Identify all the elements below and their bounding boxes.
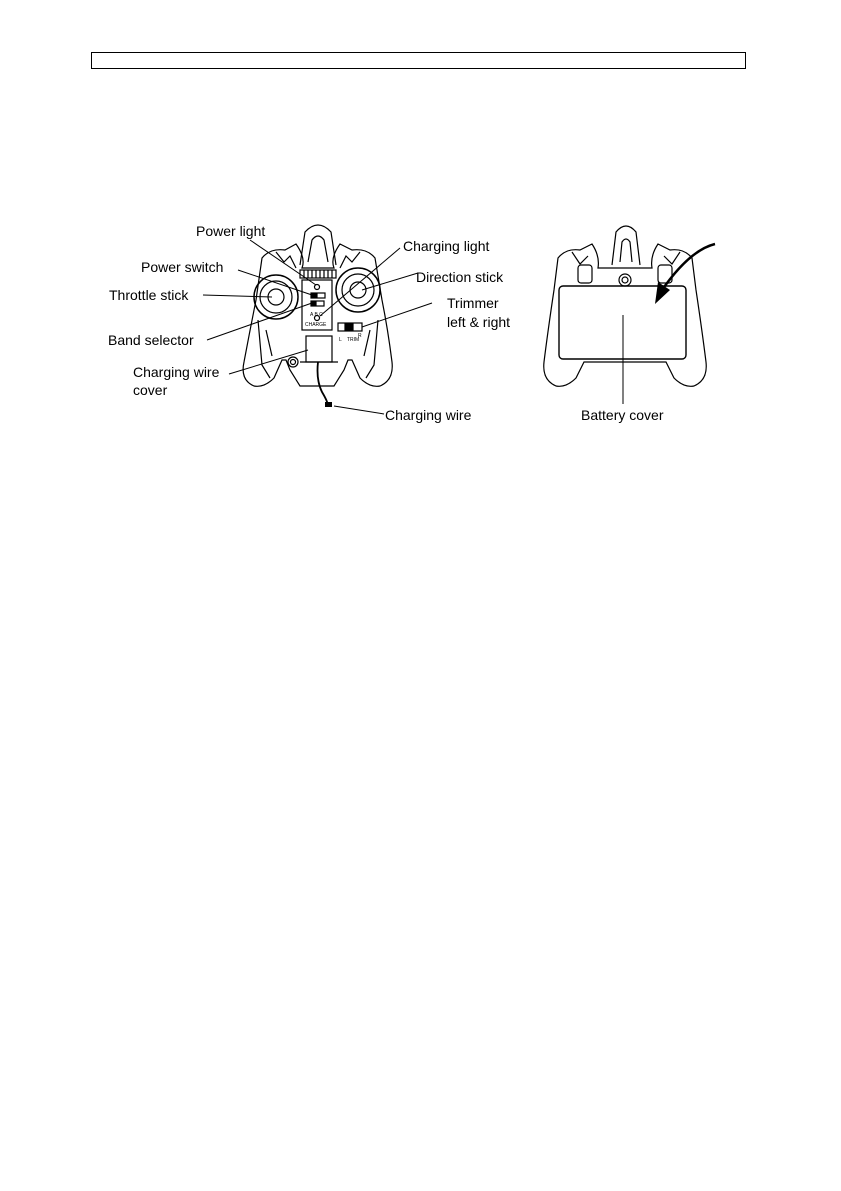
panel-trim-l: L xyxy=(339,337,342,343)
label-power-light: Power light xyxy=(196,223,266,239)
charging-wire-cover-shape xyxy=(306,336,332,362)
label-power-switch: Power switch xyxy=(141,259,224,275)
label-charging-light: Charging light xyxy=(403,238,490,254)
label-trimmer-2: left & right xyxy=(447,314,511,330)
direction-stick-ring-outer xyxy=(336,268,380,312)
power-light-dot xyxy=(315,285,320,290)
charging-wire-plug xyxy=(325,402,332,407)
controller-front-handle xyxy=(300,225,336,265)
panel-abc: A B C xyxy=(310,312,323,318)
label-charging-wire: Charging wire xyxy=(385,407,472,423)
label-battery-cover: Battery cover xyxy=(581,407,664,423)
label-band-selector: Band selector xyxy=(108,332,194,348)
label-throttle-stick: Throttle stick xyxy=(109,287,189,303)
charging-wire-shape xyxy=(318,362,329,406)
label-charging-wire-cover-2: cover xyxy=(133,382,168,398)
label-trimmer-1: Trimmer xyxy=(447,295,499,311)
panel-charge: CHARGE xyxy=(305,322,327,328)
extra-button xyxy=(288,357,298,367)
panel-trim-r: R xyxy=(358,333,362,339)
panel-trim: TRIM xyxy=(347,337,360,343)
controller-back xyxy=(544,226,707,386)
label-charging-wire-cover-1: Charging wire xyxy=(133,364,220,380)
label-direction-stick: Direction stick xyxy=(416,269,504,285)
